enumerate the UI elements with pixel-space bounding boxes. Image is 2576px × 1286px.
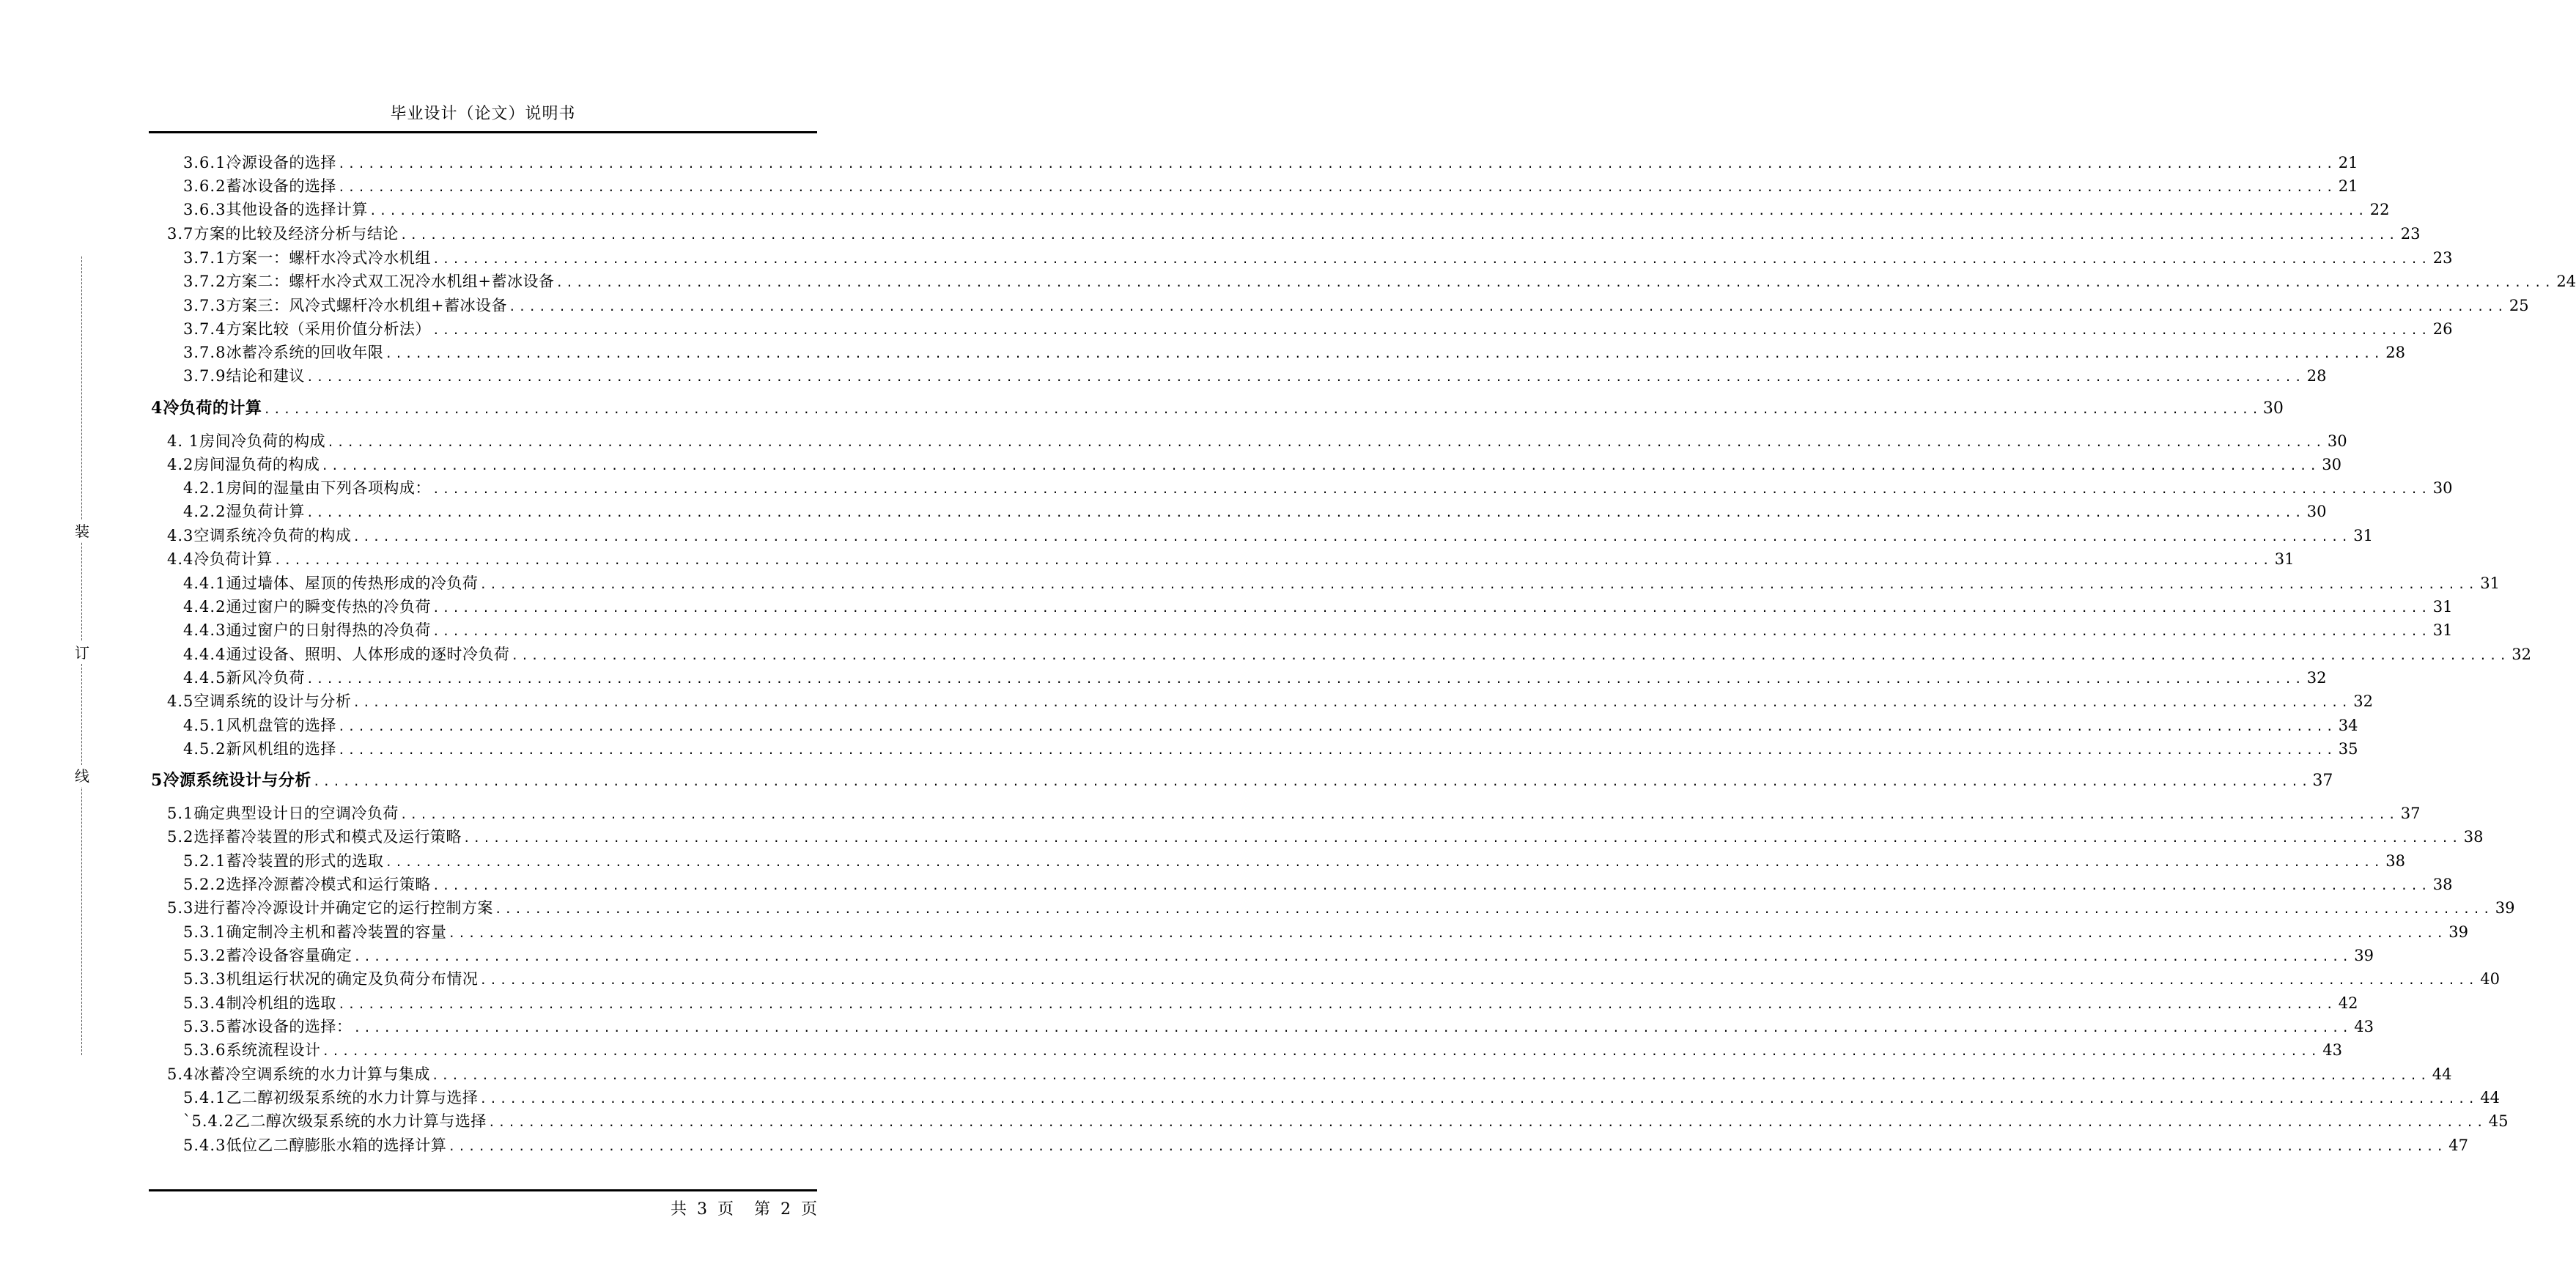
toc-entry[interactable] <box>183 945 2374 967</box>
toc-title: 蓄冰设备的选择： <box>226 1018 353 1035</box>
toc-page-number: 37 <box>2312 772 2333 790</box>
toc-number: 5.4 <box>167 1065 194 1083</box>
toc-entry[interactable] <box>183 850 2405 872</box>
toc-title: 方案一：螺杆水冷式冷水机组 <box>226 249 431 267</box>
toc-leader-dots: ........................................................................................................................................................................................................ <box>337 157 2336 171</box>
toc-title: 风机盘管的选择 <box>226 717 336 734</box>
toc-title: 冷源系统设计与分析 <box>163 771 311 790</box>
toc-page-number: 44 <box>2432 1065 2452 1083</box>
toc-entry[interactable] <box>183 667 2327 689</box>
toc-leader-dots: ........................................................................................................................................................................................................ <box>432 323 2431 337</box>
toc-entry[interactable] <box>183 477 2453 499</box>
footer-current-unit: 页 <box>800 1200 817 1219</box>
page-header: 毕业设计（论文）说明书 <box>390 105 576 123</box>
toc-page-number: 22 <box>2369 201 2390 218</box>
toc-title: 低位乙二醇膨胀水箱的选择计算 <box>226 1137 447 1154</box>
toc-leader-dots: ........................................................................................................................................................................................................ <box>369 204 2368 218</box>
footer-rule <box>149 1189 817 1191</box>
toc-number: 4.2.2 <box>183 503 226 520</box>
toc-page-number: 45 <box>2488 1112 2509 1130</box>
toc-entry[interactable] <box>183 318 2453 340</box>
toc-page-number: 35 <box>2338 740 2358 758</box>
toc-title: 蓄冰设备的选择 <box>226 177 336 195</box>
toc-number: `5.4.2 <box>183 1112 235 1130</box>
toc-entry[interactable] <box>167 826 2484 848</box>
toc-title: 新风机组的选择 <box>226 740 336 758</box>
toc-number: 4.4.1 <box>183 574 226 592</box>
toc-entry[interactable] <box>167 690 2373 712</box>
toc-number: 4.2.1 <box>183 479 226 497</box>
toc-title: 冷源设备的选择 <box>226 154 336 171</box>
toc-number: 5 <box>151 771 163 790</box>
toc-page-number: 39 <box>2448 923 2468 941</box>
toc-title: 乙二醇初级泵系统的水力计算与选择 <box>226 1089 479 1106</box>
toc-title: 确定制冷主机和蓄冷装置的容量 <box>226 923 447 941</box>
toc-number: 4.3 <box>167 527 194 544</box>
toc-page-number: 39 <box>2354 947 2374 964</box>
toc-page-number: 47 <box>2448 1137 2468 1154</box>
toc-page-number: 23 <box>2400 225 2421 243</box>
toc-entry[interactable] <box>167 548 2295 570</box>
toc-entry[interactable] <box>183 152 2358 174</box>
toc-leader-dots: ........................................................................................................................................................................................................ <box>353 695 2351 709</box>
toc-title: 选择蓄冷装置的形式和模式及运行策略 <box>193 828 462 846</box>
toc-entry[interactable] <box>183 365 2327 387</box>
toc-entry[interactable] <box>167 454 2341 476</box>
toc-title: 房间冷负荷的构成 <box>199 432 326 450</box>
toc-page-number: 26 <box>2432 320 2453 338</box>
toc-entry[interactable] <box>183 1039 2342 1061</box>
toc-leader-dots: ........................................................................................................................................................................................................ <box>432 879 2431 893</box>
toc-number: 4 <box>151 399 163 418</box>
toc-leader-dots: ........................................................................................................................................................................................................ <box>432 252 2431 266</box>
toc-leader-dots: ........................................................................................................................................................................................................ <box>353 530 2351 544</box>
toc-title: 机组运行状况的确定及负荷分布情况 <box>226 970 479 988</box>
toc-leader-dots: ........................................................................................................................................................................................................ <box>337 743 2336 757</box>
toc-number: 4.4 <box>167 550 194 568</box>
toc-title: 通过设备、照明、人体形成的逐时冷负荷 <box>226 646 510 663</box>
toc-page-number: 30 <box>2432 479 2453 497</box>
toc-page-number: 31 <box>2480 574 2500 592</box>
toc-title: 进行蓄冷冷源设计并确定它的运行控制方案 <box>193 899 493 917</box>
footer-total: 3 <box>696 1200 707 1219</box>
footer-current-label: 第 <box>753 1200 770 1219</box>
toc-entry[interactable] <box>183 714 2358 736</box>
toc-leader-dots: ........................................................................................................................................................................................................ <box>487 1115 2487 1129</box>
binding-char-xian: 线 <box>73 765 91 787</box>
toc-entry[interactable] <box>167 802 2421 824</box>
toc-page-number: 32 <box>2512 646 2531 663</box>
toc-leader-dots: ........................................................................................................................................................................................................ <box>337 720 2336 733</box>
toc-leader-dots: ........................................................................................................................................................................................................ <box>431 1068 2430 1082</box>
toc-number: 3.6.3 <box>183 201 226 218</box>
toc-entry[interactable] <box>183 992 2358 1014</box>
toc-page-number: 34 <box>2338 717 2358 734</box>
toc-page-number: 37 <box>2400 805 2421 822</box>
toc-page-number: 32 <box>2306 669 2327 687</box>
toc-leader-dots: ........................................................................................................................................................................................................ <box>306 506 2305 520</box>
toc-number: 4.2 <box>167 456 194 473</box>
toc-number: 4.5.2 <box>183 740 226 758</box>
toc-number: 5.2.2 <box>183 876 226 893</box>
toc-entry[interactable] <box>183 968 2500 990</box>
toc-entry[interactable] <box>167 430 2347 452</box>
toc-entry[interactable] <box>167 525 2373 547</box>
toc-title: 空调系统冷负荷的构成 <box>193 527 352 544</box>
toc-page-number: 21 <box>2338 154 2358 171</box>
toc-title: 方案比较（采用价值分析法） <box>226 320 431 338</box>
toc-number: 5.3.2 <box>183 947 226 964</box>
toc-entry[interactable] <box>183 738 2358 760</box>
binding-char-zhuang: 装 <box>73 520 91 542</box>
toc-title: 系统流程设计 <box>226 1041 321 1059</box>
toc-leader-dots: ........................................................................................................................................................................................................ <box>337 997 2336 1011</box>
toc-title: 房间的湿量由下列各项构成： <box>226 479 431 497</box>
toc-title: 制冷机组的选取 <box>226 994 336 1012</box>
toc-leader-dots: ........................................................................................................................................................................................................ <box>448 926 2446 940</box>
toc-entry[interactable] <box>183 596 2453 618</box>
toc-number: 3.7.1 <box>183 249 226 267</box>
toc-title: 方案三：风冷式螺杆冷水机组+蓄冰设备 <box>226 297 508 314</box>
toc-title: 冷负荷计算 <box>193 550 273 568</box>
toc-title: 其他设备的选择计算 <box>226 201 368 218</box>
toc-leader-dots: ........................................................................................................................................................................................................ <box>385 347 2383 361</box>
page-footer <box>616 1197 817 1219</box>
toc-number: 3.7.8 <box>183 344 226 361</box>
toc-page-number: 31 <box>2432 598 2453 616</box>
toc-leader-dots: ........................................................................................................................................................................................................ <box>306 370 2305 384</box>
toc-number: 5.3.1 <box>183 923 226 941</box>
toc-leader-dots: ........................................................................................................................................................................................................ <box>353 950 2352 964</box>
toc-leader-dots: ........................................................................................................................................................................................................ <box>432 482 2431 496</box>
toc-page-number: 43 <box>2322 1041 2342 1059</box>
toc-page-number: 31 <box>2432 621 2453 639</box>
toc-title: 方案的比较及经济分析与结论 <box>193 225 399 243</box>
toc-entry[interactable] <box>183 500 2327 522</box>
toc-number: 4. 1 <box>167 432 200 450</box>
toc-page-number: 30 <box>2322 456 2341 473</box>
toc-entry[interactable] <box>183 619 2453 641</box>
toc-page-number: 30 <box>2327 432 2347 450</box>
toc-number: 5.3.5 <box>183 1018 226 1035</box>
toc-page-number: 32 <box>2353 692 2373 710</box>
toc-leader-dots: ........................................................................................................................................................................................................ <box>263 402 2262 416</box>
toc-page-number: 44 <box>2480 1089 2500 1106</box>
toc-leader-dots: ........................................................................................................................................................................................................ <box>432 624 2431 638</box>
toc-leader-dots: ........................................................................................................................................................................................................ <box>462 831 2462 845</box>
toc-number: 3.6.2 <box>183 177 226 195</box>
toc-entry[interactable] <box>183 1016 2374 1038</box>
toc-title: 空调系统的设计与分析 <box>193 692 352 710</box>
toc-leader-dots: ........................................................................................................................................................................................................ <box>479 577 2478 591</box>
toc-leader-dots: ........................................................................................................................................................................................................ <box>479 1092 2478 1106</box>
toc-entry[interactable] <box>183 1087 2500 1109</box>
toc-page-number: 38 <box>2385 852 2405 870</box>
toc-title: 选择冷源蓄冷模式和运行策略 <box>226 876 431 893</box>
toc-title: 湿负荷计算 <box>226 503 305 520</box>
toc-entry[interactable] <box>183 921 2468 943</box>
toc-leader-dots: ........................................................................................................................................................................................................ <box>448 1139 2446 1153</box>
toc-number: 5.3.3 <box>183 970 226 988</box>
toc-chapter[interactable] <box>151 769 2333 791</box>
toc-page-number: 28 <box>2385 344 2405 361</box>
toc-leader-dots: ........................................................................................................................................................................................................ <box>509 300 2507 314</box>
toc-leader-dots: ........................................................................................................................................................................................................ <box>321 459 2319 473</box>
toc-number: 3.7.4 <box>183 320 226 338</box>
toc-page-number: 21 <box>2338 177 2358 195</box>
toc-number: 4.4.2 <box>183 598 226 616</box>
toc-entry[interactable] <box>183 295 2529 317</box>
footer-current: 2 <box>780 1200 791 1219</box>
toc-leader-dots: ........................................................................................................................................................................................................ <box>353 1021 2352 1035</box>
toc-number: 5.4.3 <box>183 1137 226 1154</box>
toc-page-number: 39 <box>2495 899 2515 917</box>
toc-number: 4.4.5 <box>183 669 226 687</box>
toc-page-number: 30 <box>2306 503 2327 520</box>
toc-entry[interactable] <box>183 341 2405 363</box>
toc-number: 3.7.9 <box>183 367 226 385</box>
toc-page-number: 38 <box>2432 876 2453 893</box>
toc-number: 3.7.3 <box>183 297 226 314</box>
toc-leader-dots: ........................................................................................................................................................................................................ <box>322 1044 2320 1058</box>
toc-leader-dots: ........................................................................................................................................................................................................ <box>432 601 2431 615</box>
toc-number: 5.3.6 <box>183 1041 226 1059</box>
toc-number: 3.7.2 <box>183 273 226 290</box>
toc-chapter[interactable] <box>151 397 2284 419</box>
toc-number: 5.1 <box>167 805 194 822</box>
footer-total-label: 共 <box>670 1200 687 1219</box>
toc-entry[interactable] <box>183 1134 2468 1156</box>
toc-page-number: 42 <box>2338 994 2358 1012</box>
toc-number: 4.4.3 <box>183 621 226 639</box>
toc-page-number: 24 <box>2556 273 2576 290</box>
toc-leader-dots: ........................................................................................................................................................................................................ <box>327 435 2325 449</box>
toc-title: 通过窗户的瞬变传热的冷负荷 <box>226 598 431 616</box>
toc-entry[interactable] <box>167 223 2421 245</box>
toc-number: 3.6.1 <box>183 154 226 171</box>
toc-leader-dots: ........................................................................................................................................................................................................ <box>479 973 2478 987</box>
toc-entry[interactable] <box>183 643 2531 665</box>
toc-number: 5.3 <box>167 899 194 917</box>
toc-leader-dots: ........................................................................................................................................................................................................ <box>511 648 2509 662</box>
toc-title: 冰蓄冷空调系统的水力计算与集成 <box>193 1065 430 1083</box>
toc-title: 乙二醇次级泵系统的水力计算与选择 <box>234 1112 487 1130</box>
toc-page-number: 38 <box>2463 828 2484 846</box>
toc-entry[interactable] <box>183 247 2453 269</box>
toc-page-number: 31 <box>2274 550 2295 568</box>
toc-leader-dots: ........................................................................................................................................................................................................ <box>312 775 2311 788</box>
toc-page-number: 31 <box>2353 527 2373 544</box>
toc-leader-dots: ........................................................................................................................................................................................................ <box>273 553 2273 567</box>
toc-number: 4.4.4 <box>183 646 226 663</box>
toc-leader-dots: ........................................................................................................................................................................................................ <box>385 855 2383 869</box>
toc-number: 4.5.1 <box>183 717 226 734</box>
toc-title: 通过窗户的日射得热的冷负荷 <box>226 621 431 639</box>
footer-total-unit: 页 <box>717 1200 734 1219</box>
toc-entry[interactable] <box>167 1063 2452 1085</box>
toc-page-number: 23 <box>2432 249 2453 267</box>
toc-number: 3.7 <box>167 225 194 243</box>
toc-number: 5.4.1 <box>183 1089 226 1106</box>
toc-number: 5.3.4 <box>183 994 226 1012</box>
toc-title: 结论和建议 <box>226 367 305 385</box>
toc-entry[interactable] <box>183 1110 2509 1132</box>
toc-entry[interactable] <box>167 897 2515 919</box>
toc-entry[interactable] <box>183 199 2390 221</box>
toc-entry[interactable] <box>183 873 2453 895</box>
binding-char-ding: 订 <box>73 642 91 664</box>
toc-number: 5.2 <box>167 828 194 846</box>
toc-title: 确定典型设计日的空调冷负荷 <box>193 805 399 822</box>
toc-entry[interactable] <box>183 175 2358 197</box>
toc-number: 5.2.1 <box>183 852 226 870</box>
toc-title: 冷负荷的计算 <box>163 399 262 418</box>
toc-title: 通过墙体、屋顶的传热形成的冷负荷 <box>226 574 479 592</box>
toc-title: 房间湿负荷的构成 <box>193 456 320 473</box>
toc-title: 冰蓄冷系统的回收年限 <box>226 344 384 361</box>
toc-title: 蓄冷装置的形式的选取 <box>226 852 384 870</box>
toc-title: 新风冷负荷 <box>226 669 305 687</box>
toc-leader-dots: ........................................................................................................................................................................................................ <box>399 228 2399 242</box>
toc-page-number: 43 <box>2354 1018 2374 1035</box>
toc-page-number: 28 <box>2306 367 2327 385</box>
toc-leader-dots: ........................................................................................................................................................................................................ <box>337 180 2336 194</box>
toc-entry[interactable] <box>183 270 2576 292</box>
toc-number: 4.5 <box>167 692 194 710</box>
toc-title: 蓄冷设备容量确定 <box>226 947 353 964</box>
toc-title: 方案二：螺杆水冷式双工况冷水机组+蓄冰设备 <box>226 273 555 290</box>
toc-leader-dots: ........................................................................................................................................................................................................ <box>306 672 2305 686</box>
toc-leader-dots: ........................................................................................................................................................................................................ <box>556 276 2555 289</box>
toc-page-number: 40 <box>2480 970 2500 988</box>
toc-entry[interactable] <box>183 572 2500 594</box>
toc-leader-dots: ........................................................................................................................................................................................................ <box>399 808 2399 821</box>
toc-leader-dots: ........................................................................................................................................................................................................ <box>494 902 2493 916</box>
toc-page-number: 30 <box>2262 399 2284 418</box>
toc-page-number: 25 <box>2509 297 2529 314</box>
